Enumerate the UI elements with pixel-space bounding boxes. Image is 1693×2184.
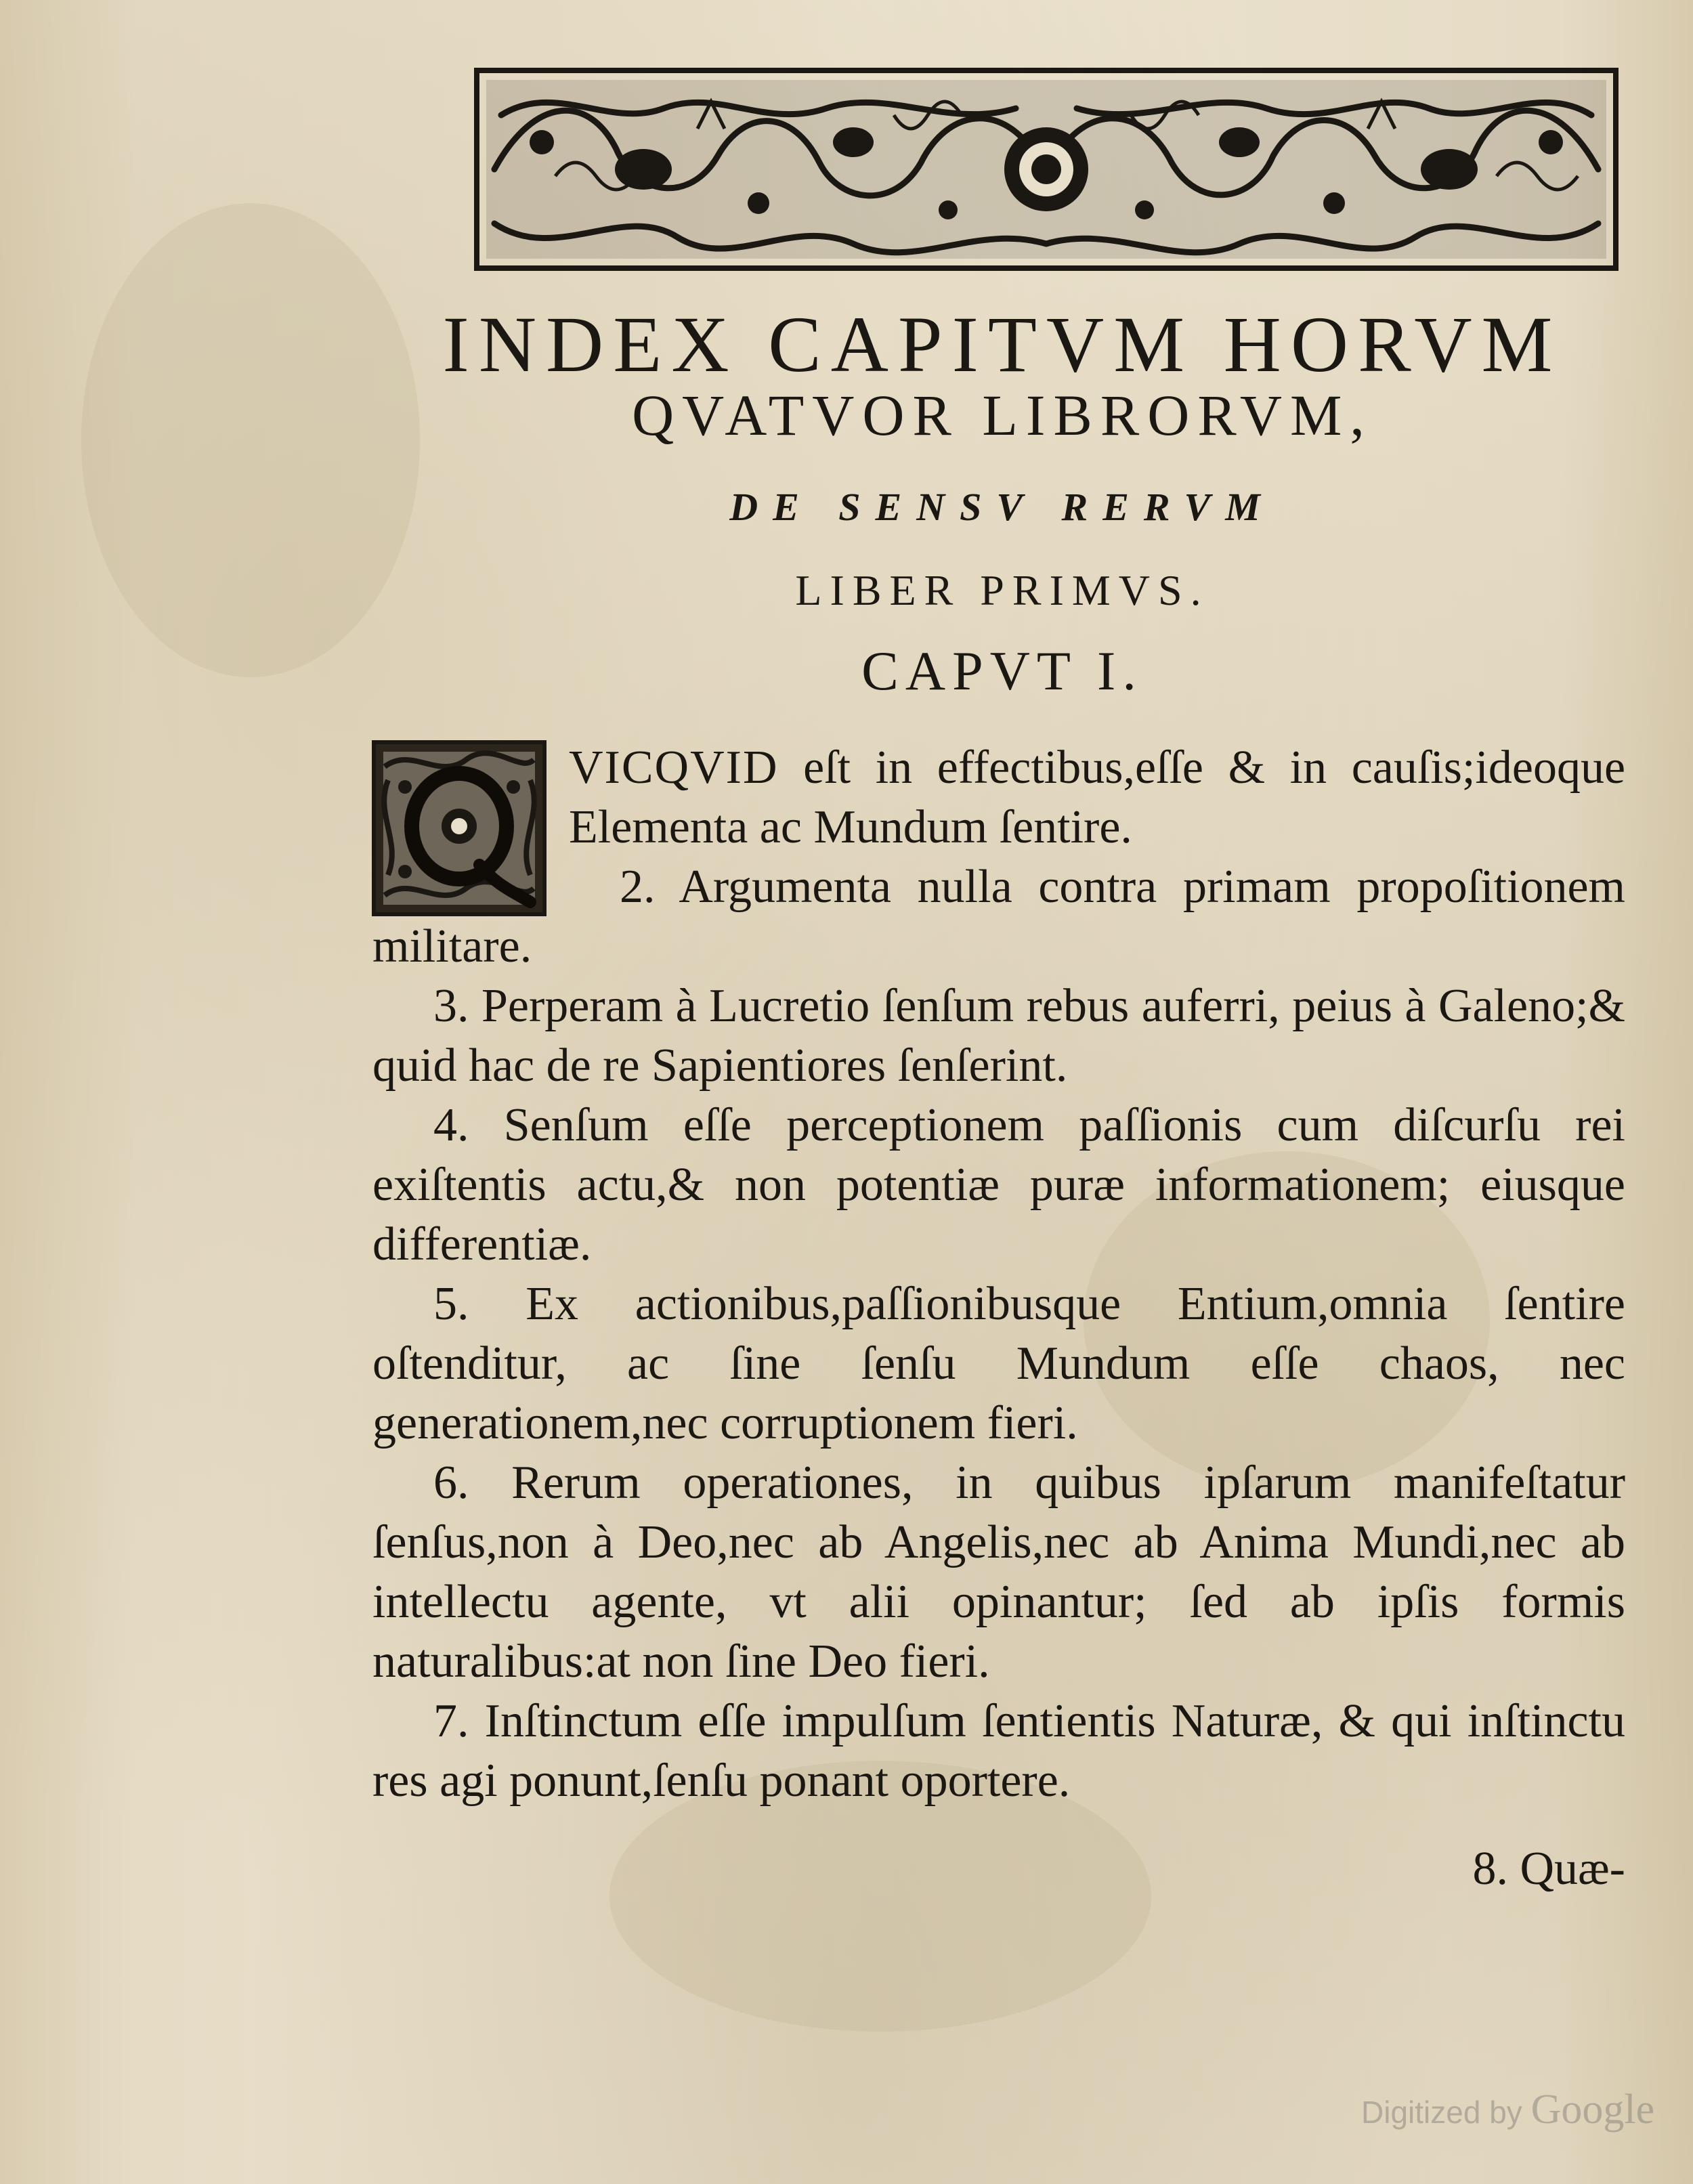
list-item [372, 738, 1625, 857]
digitization-watermark [1361, 2086, 1654, 2134]
chapter-summary-list [372, 738, 1625, 1811]
book-heading: LIBER PRIMVS. [795, 566, 1209, 614]
entry-text: eſt in effectibus,eſſe & in cauſis;ideoque Elementa ac Mundum ſentire. [569, 742, 1626, 853]
entry-text: Inſtinctum eſſe impulſum ſentientis Naturæ, & qui inſtinctu res agi ponunt,ſenſu ponant oportere. [372, 1695, 1626, 1807]
entry-number: 5. [433, 1278, 469, 1330]
entry-number: 6. [433, 1457, 469, 1509]
entry-text: Ex actionibus,paſſionibusque Entium,omnia ſentire oſtenditur, ac ſine ſenſu Mundum eſſe chaos, nec generationem,nec corruptionem fieri. [372, 1278, 1625, 1449]
headpiece-ornament-icon [474, 68, 1619, 271]
entry-text: Rerum operationes, in quibus ipſarum manifeſtatur ſenſus,non à Deo,nec ab Angelis,nec ab Anima Mundi,nec ab intellectu agente, vt alii opinantur; ſed ab ipſis formis naturalibus:at non ſine Deo fieri. [372, 1457, 1626, 1688]
list-item [372, 977, 1625, 1096]
index-subtitle: QVATVOR LIBRORVM, [632, 383, 1373, 448]
list-item [372, 1275, 1625, 1453]
list-item [372, 1692, 1625, 1811]
entry-number: 7. [433, 1695, 469, 1747]
entry-text: Senſum eſſe perceptionem paſſionis cum diſcurſu rei exiſtentis actu,& non potentiæ puræ informationem; eiusque differentiæ. [372, 1099, 1626, 1270]
chapter-heading: CAPVT I. [861, 640, 1143, 702]
entry-number: 4. [433, 1099, 469, 1151]
watermark-prefix: Digitized by [1361, 2095, 1522, 2130]
entry-number: 2. [620, 861, 656, 913]
list-item [372, 1453, 1625, 1692]
work-title: DE SENSV RERVM [729, 485, 1275, 529]
entry-number: 3. [433, 980, 469, 1032]
index-title: INDEX CAPITVM HORVM [442, 300, 1562, 389]
initial-word: VICQVID [569, 742, 779, 794]
entry-text: Argumenta nulla contra primam propoſitionem militare. [372, 861, 1625, 972]
list-item [372, 1096, 1625, 1275]
entry-text: Perperam à Lucretio ſenſum rebus auferri, peius à Galeno;& quid hac de re Sapientiores ſenſerint. [372, 980, 1625, 1092]
catchword: 8. Quæ- [1472, 1843, 1625, 1895]
watermark-brand: Google [1530, 2086, 1655, 2133]
list-item [372, 857, 1625, 977]
